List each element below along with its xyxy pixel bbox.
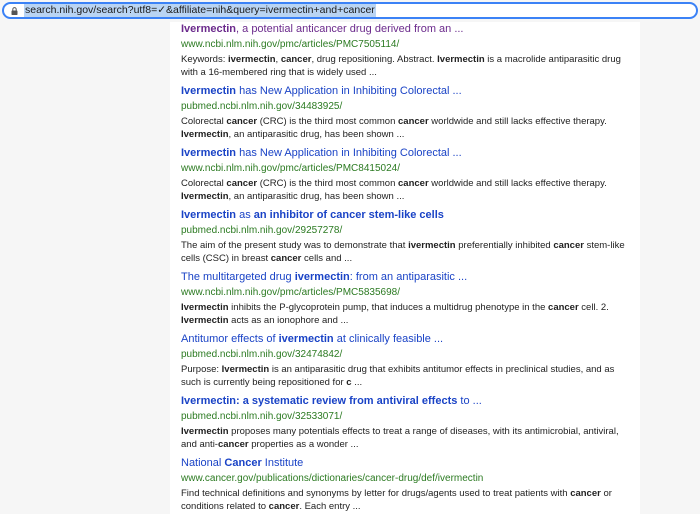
text-run: , bbox=[275, 54, 281, 65]
text-run: to ... bbox=[457, 395, 482, 407]
search-result-3 bbox=[181, 146, 626, 203]
result-url[interactable]: pubmed.ncbi.nlm.nih.gov/32474842/ bbox=[181, 349, 343, 360]
text-run: ivermectin bbox=[294, 271, 350, 283]
text-run: Ivermectin: a systematic review from antiviral effects bbox=[181, 395, 458, 407]
result-url[interactable]: www.ncbi.nlm.nih.gov/pmc/articles/PMC8415024/ bbox=[181, 163, 400, 174]
text-run: Ivermectin bbox=[181, 129, 229, 140]
result-snippet bbox=[181, 239, 626, 265]
text-run: cells and ... bbox=[301, 253, 353, 264]
text-run: preferentially inhibited bbox=[455, 240, 554, 251]
text-run: inhibits the P-glycoprotein pump, that induces a multidrug phenotype in the bbox=[228, 302, 549, 313]
result-title-link[interactable] bbox=[181, 394, 626, 408]
address-bar-area bbox=[0, 0, 700, 22]
text-run: , drug repositioning. Abstract. bbox=[311, 54, 438, 65]
result-title-link[interactable] bbox=[181, 84, 626, 98]
result-snippet bbox=[181, 487, 626, 513]
text-run: an inhibitor of cancer stem-like cells bbox=[253, 209, 444, 221]
text-run: Ivermectin bbox=[181, 302, 229, 313]
text-run: (CRC) is the third most common bbox=[257, 116, 399, 127]
result-title-link[interactable] bbox=[181, 22, 626, 36]
text-run: cancer bbox=[268, 501, 300, 512]
text-run: ... bbox=[351, 377, 363, 388]
text-run: cancer bbox=[570, 488, 601, 499]
text-run: Purpose: bbox=[181, 364, 222, 375]
text-run: cancer bbox=[217, 439, 249, 450]
search-result-8 bbox=[181, 456, 626, 513]
result-url[interactable]: www.ncbi.nlm.nih.gov/pmc/articles/PMC5835698/ bbox=[181, 287, 400, 298]
text-run: Ivermectin bbox=[181, 209, 237, 221]
result-snippet bbox=[181, 425, 626, 451]
text-run: Colorectal bbox=[181, 116, 227, 127]
result-title-link[interactable] bbox=[181, 456, 626, 470]
result-url[interactable]: pubmed.ncbi.nlm.nih.gov/29257278/ bbox=[181, 225, 343, 236]
text-run: , an antiparasitic drug, has been shown ... bbox=[228, 129, 405, 140]
text-run: ivermectin bbox=[408, 240, 456, 251]
text-run: , an antiparasitic drug, has been shown ... bbox=[228, 191, 405, 202]
text-run: has New Application in Inhibiting Colorectal ... bbox=[236, 147, 462, 159]
result-title-link[interactable] bbox=[181, 270, 626, 284]
result-snippet bbox=[181, 301, 626, 327]
result-snippet bbox=[181, 53, 626, 79]
result-url[interactable]: pubmed.ncbi.nlm.nih.gov/34483925/ bbox=[181, 101, 343, 112]
text-run: c bbox=[346, 377, 352, 388]
text-run: at clinically feasible ... bbox=[333, 333, 444, 345]
search-results-page bbox=[170, 22, 640, 514]
text-run: (CRC) is the third most common bbox=[257, 178, 399, 189]
text-run: Ivermectin bbox=[181, 147, 237, 159]
result-url[interactable]: www.cancer.gov/publications/dictionaries/cancer-drug/def/ivermectin bbox=[181, 473, 484, 484]
text-run: Ivermectin bbox=[181, 426, 229, 437]
text-run: ivermectin bbox=[228, 54, 276, 65]
text-run: : from an antiparasitic ... bbox=[349, 271, 468, 283]
text-run: stem-like cells (CSC) in breast bbox=[181, 240, 625, 264]
text-run: ivermectin bbox=[278, 333, 334, 345]
text-run: . Each entry ... bbox=[299, 501, 361, 512]
text-run: Colorectal bbox=[181, 178, 227, 189]
text-run: cancer bbox=[226, 178, 258, 189]
text-run: cancer bbox=[226, 116, 258, 127]
text-run: Find technical definitions and synonyms by letter for drugs/agents used to treat patients with bbox=[181, 488, 571, 499]
text-run: cancer bbox=[398, 116, 429, 127]
text-run: cancer bbox=[270, 253, 302, 264]
text-run: Ivermectin bbox=[181, 23, 237, 35]
search-result-1 bbox=[181, 22, 626, 79]
text-run: or conditions related to bbox=[181, 488, 612, 512]
text-run: is a macrolide antiparasitic drug with a 16-membered ring that is widely used ... bbox=[181, 54, 621, 78]
text-run: is an antiparasitic drug that exhibits antitumor effects in preclinical studies, and as such is currently being repositioned for bbox=[181, 364, 615, 388]
text-run: as bbox=[236, 209, 254, 221]
result-snippet bbox=[181, 115, 626, 141]
text-run: cancer bbox=[548, 302, 579, 313]
text-run: Antitumor effects of bbox=[181, 333, 279, 345]
text-run: The aim of the present study was to demonstrate that bbox=[181, 240, 409, 251]
text-run: worldwide and still lacks effective therapy. bbox=[428, 178, 607, 189]
address-bar[interactable] bbox=[2, 2, 698, 19]
text-run: cell. 2. bbox=[578, 302, 609, 313]
result-title-link[interactable] bbox=[181, 146, 626, 160]
result-title-link[interactable] bbox=[181, 332, 626, 346]
text-run: Ivermectin bbox=[181, 191, 229, 202]
text-run: The multitargeted drug bbox=[181, 271, 295, 283]
text-run: acts as an ionophore and ... bbox=[228, 315, 349, 326]
text-run: cancer bbox=[280, 54, 312, 65]
text-run: proposes many potentials effects to treat a range of diseases, with its antimicrobial, antiviral, and anti- bbox=[181, 426, 619, 450]
text-run: Keywords: bbox=[181, 54, 228, 65]
text-run: Ivermectin bbox=[181, 315, 229, 326]
text-run: cancer bbox=[553, 240, 584, 251]
search-result-7 bbox=[181, 394, 626, 451]
result-snippet bbox=[181, 177, 626, 203]
text-run: Cancer bbox=[224, 457, 262, 469]
text-run: has New Application in Inhibiting Colorectal ... bbox=[236, 85, 462, 97]
text-run: properties as a wonder ... bbox=[248, 439, 359, 450]
text-run: Ivermectin bbox=[437, 54, 485, 65]
text-run: cancer bbox=[398, 178, 429, 189]
result-url[interactable]: www.ncbi.nlm.nih.gov/pmc/articles/PMC7505114/ bbox=[181, 39, 400, 50]
text-run: Ivermectin bbox=[221, 364, 270, 375]
text-run: Ivermectin bbox=[181, 85, 237, 97]
text-run: , a potential anticancer drug derived from an ... bbox=[236, 23, 464, 35]
address-url-text[interactable]: search.nih.gov/search?utf8=✓&affiliate=nih&query=ivermectin+and+cancer bbox=[25, 4, 375, 16]
result-snippet bbox=[181, 363, 626, 389]
search-result-6 bbox=[181, 332, 626, 389]
search-result-5 bbox=[181, 270, 626, 327]
text-run: Institute bbox=[261, 457, 304, 469]
text-run: worldwide and still lacks effective therapy. bbox=[428, 116, 607, 127]
search-result-2 bbox=[181, 84, 626, 141]
result-url[interactable]: pubmed.ncbi.nlm.nih.gov/32533071/ bbox=[181, 411, 343, 422]
search-result-4 bbox=[181, 208, 626, 265]
text-run: National bbox=[181, 457, 225, 469]
lock-icon bbox=[11, 7, 18, 15]
result-title-link[interactable] bbox=[181, 208, 626, 222]
